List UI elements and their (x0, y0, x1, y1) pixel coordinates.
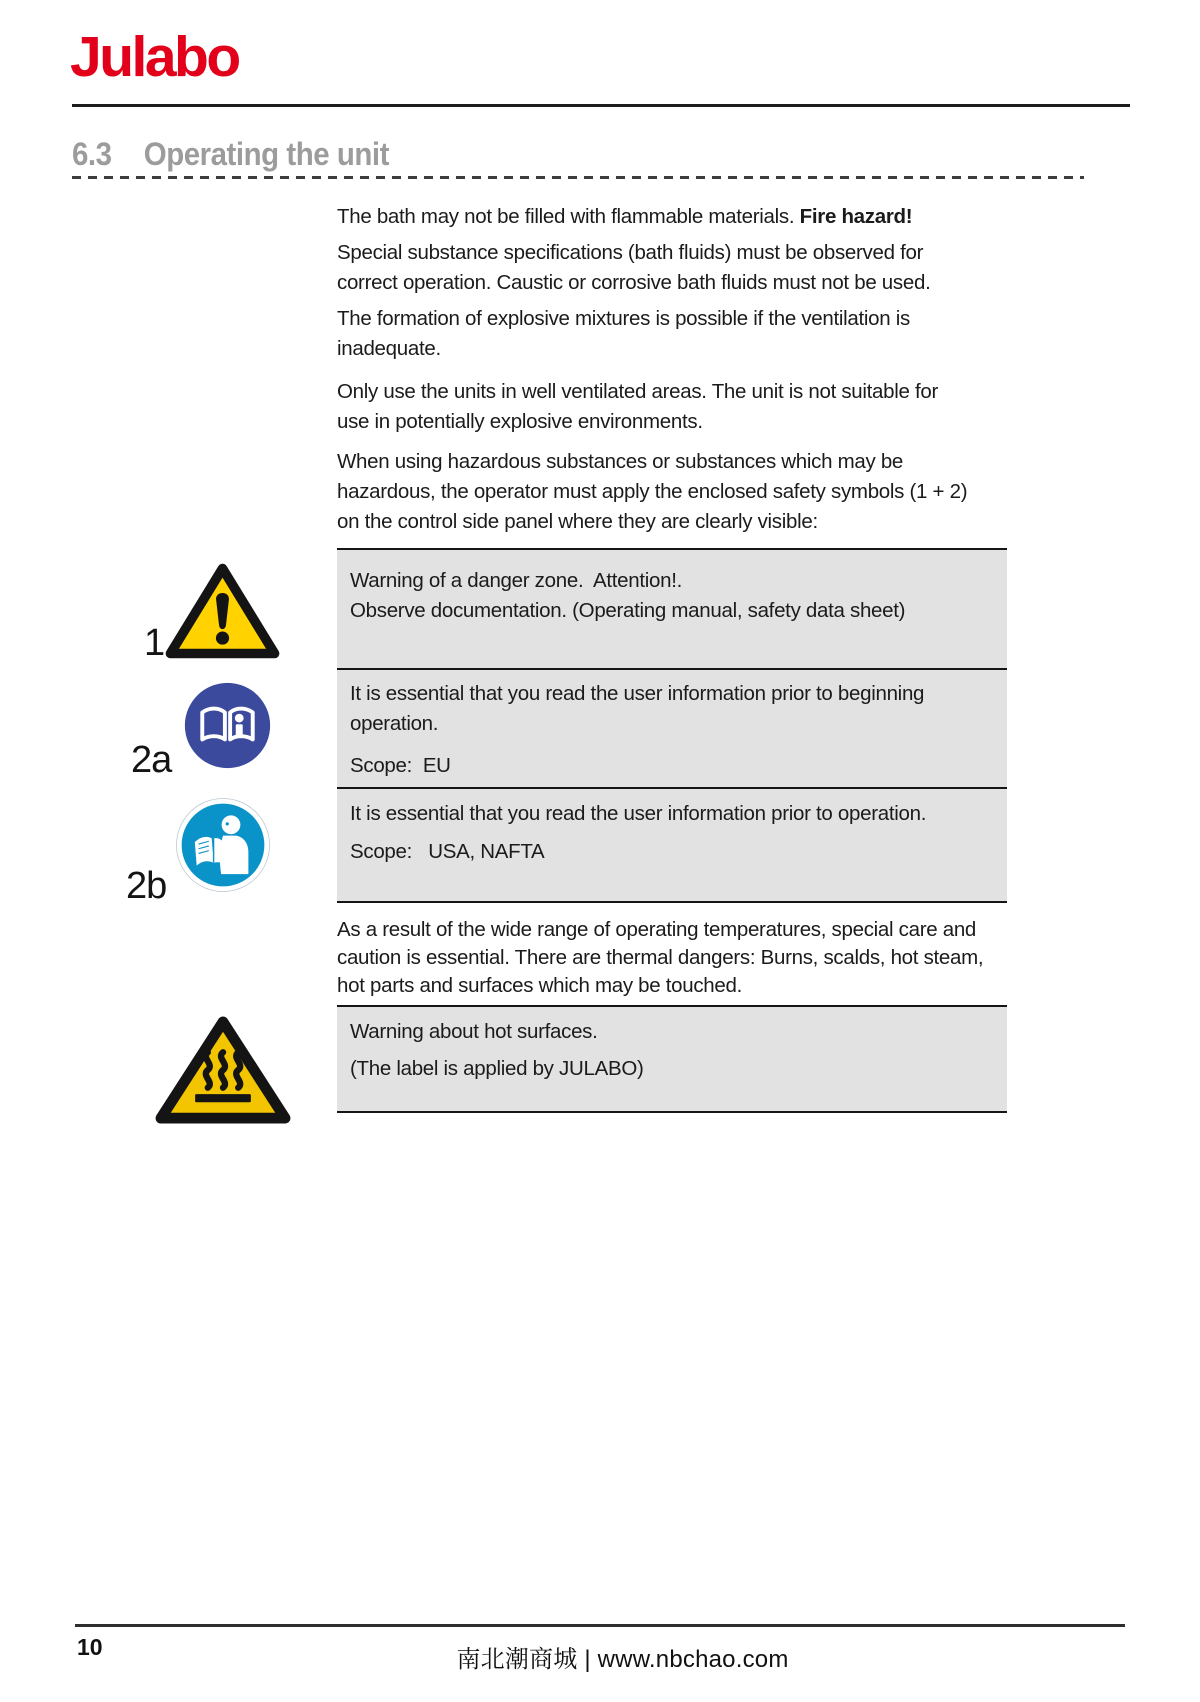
paragraph-explosive-mixtures (337, 304, 910, 364)
header-rule (72, 104, 1130, 107)
hot-surface-warning-icon (153, 1013, 293, 1127)
paragraph-line: correct operation. Caustic or corrosive bath fluids must not be used. (337, 271, 931, 294)
paragraph-ventilated-areas (337, 377, 938, 437)
box-line: Observe documentation. (Operating manual, safety data sheet) (350, 599, 906, 622)
symbol-1-label: 1 (144, 622, 165, 664)
general-warning-icon (164, 560, 281, 662)
paragraph-line: Only use the units in well ventilated areas. The unit is not suitable for (337, 380, 939, 403)
box-line: Warning about hot surfaces. (350, 1020, 598, 1043)
warning-box-hot-surfaces (337, 1005, 1007, 1113)
symbol-2b-label: 2b (126, 865, 167, 907)
warning-box-read-usa (337, 787, 1007, 903)
section-heading (72, 136, 389, 173)
paragraph-line: As a result of the wide range of operating temperatures, special care and (337, 918, 977, 941)
page-number: 10 (77, 1634, 103, 1660)
footer-rule (75, 1624, 1125, 1627)
paragraph-fire-hazard (337, 202, 912, 232)
paragraph-line: inadequate. (337, 337, 441, 360)
paragraph-hazardous-substances (337, 447, 967, 537)
paragraph-line (337, 202, 912, 232)
paragraph-line: The formation of explosive mixtures is possible if the ventilation is (337, 307, 910, 330)
warning-box-read-eu (337, 668, 1007, 787)
section-number: 6.3 (72, 136, 112, 172)
paragraph-line: hot parts and surfaces which may be touched. (337, 974, 743, 997)
scope-line: Scope: EU (350, 754, 451, 777)
section-title: Operating the unit (143, 136, 389, 172)
julabo-logo: Julabo (70, 25, 239, 89)
paragraph-thermal-dangers (337, 916, 983, 1000)
paragraph-line: hazardous, the operator must apply the enclosed safety symbols (1 + 2) (337, 480, 968, 503)
paragraph-line: on the control side panel where they are clearly visible: (337, 510, 818, 533)
paragraph-line: caution is essential. There are thermal dangers: Burns, scalds, hot steam, (337, 946, 984, 969)
paragraph-line: When using hazardous substances or substances which may be (337, 450, 904, 473)
box-line: (The label is applied by JULABO) (350, 1057, 644, 1080)
symbol-2a-label: 2a (131, 739, 172, 781)
paragraph-line: use in potentially explosive environments. (337, 410, 703, 433)
box-line: It is essential that you read the user information prior to operation. (350, 802, 927, 825)
read-user-information-icon (176, 798, 270, 892)
warning-box-danger-zone (337, 548, 1007, 668)
fire-hazard-bold: Fire hazard! (799, 205, 913, 228)
box-line: Warning of a danger zone. Attention!. (350, 569, 683, 592)
read-manual-icon (184, 682, 271, 769)
footer-watermark: 南北潮商城 | www.nbchao.com (456, 1646, 789, 1673)
safety-symbol-boxes (337, 548, 1007, 903)
paragraph-line: Special substance specifications (bath fluids) must be observed for (337, 241, 924, 264)
scope-line: Scope: USA, NAFTA (350, 840, 545, 863)
paragraph-bath-fluids (337, 238, 930, 298)
box-line: operation. (350, 712, 439, 735)
fire-hazard-text: The bath may not be filled with flammable materials. (337, 205, 800, 228)
heading-dashed-rule (72, 176, 1084, 179)
box-line: It is essential that you read the user information prior to beginning (350, 682, 925, 705)
